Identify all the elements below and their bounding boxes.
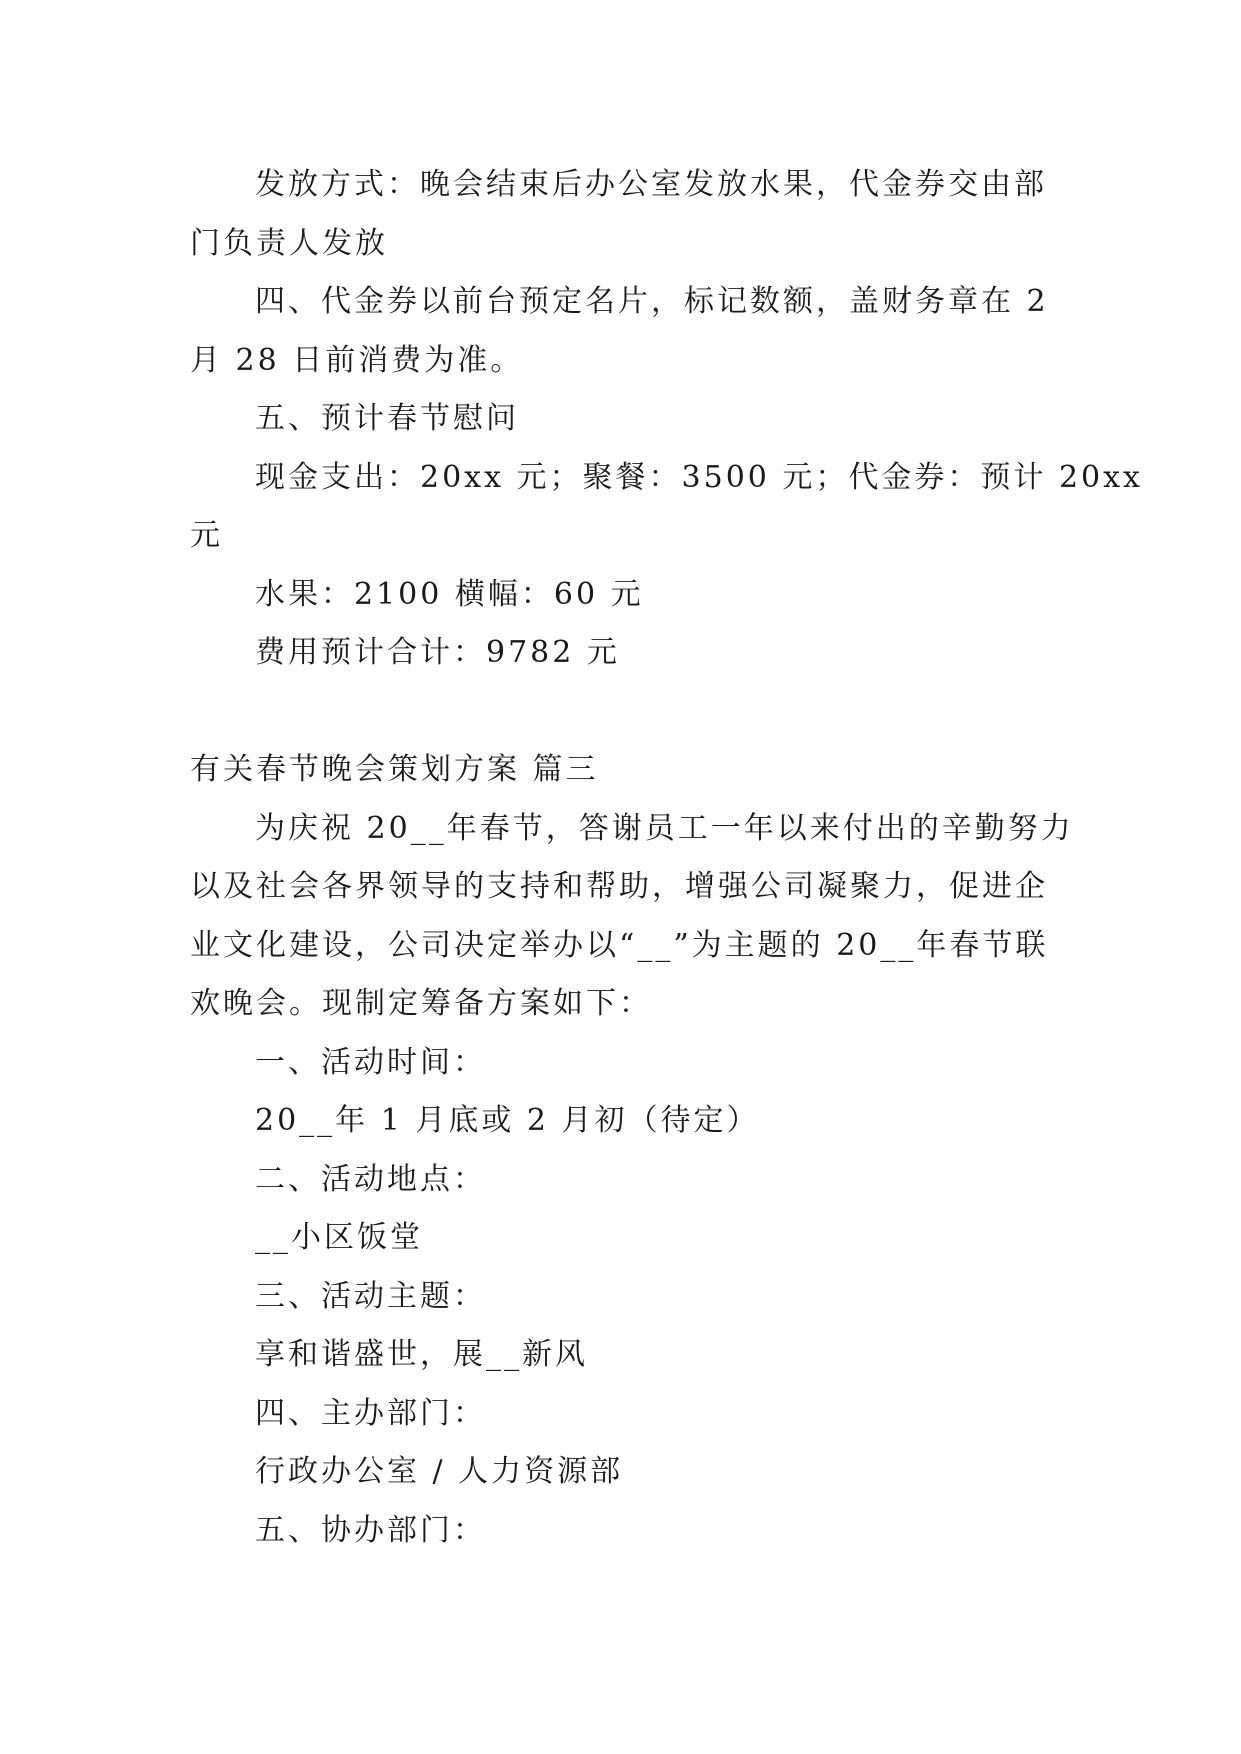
paragraph-line: 五、协办部门： [255, 1513, 486, 1548]
paragraph-line: 门负责人发放 [190, 226, 388, 261]
section-heading: 有关春节晚会策划方案 篇三 [190, 752, 599, 787]
paragraph-line: 一、活动时间： [255, 1045, 486, 1080]
paragraph-line: 四、代金券以前台预定名片，标记数额，盖财务章在 2 [255, 284, 1049, 319]
paragraph-line: 享和谐盛世，展__新风 [255, 1337, 588, 1372]
paragraph-line: 四、主办部门： [255, 1396, 486, 1431]
paragraph-line: 业文化建设，公司决定举办以“__”为主题的 20__年春节联 [190, 928, 1049, 963]
paragraph-line: 三、活动主题： [255, 1279, 486, 1314]
paragraph-line: 为庆祝 20__年春节，答谢员工一年以来付出的辛勤努力 [255, 811, 1074, 846]
paragraph-line: 欢晚会。现制定筹备方案如下： [190, 986, 652, 1021]
paragraph-line: 水果：2100 横幅：60 元 [255, 577, 644, 612]
paragraph-line: 二、活动地点： [255, 1162, 486, 1197]
paragraph-line: 现金支出：20xx 元；聚餐：3500 元；代金券：预计 20xx [255, 460, 1143, 495]
paragraph-line: 五、预计春节慰问 [255, 401, 519, 436]
paragraph-line: 行政办公室 / 人力资源部 [255, 1454, 624, 1489]
paragraph-line: 元 [190, 518, 223, 553]
paragraph-line: __小区饭堂 [255, 1220, 423, 1255]
paragraph-line: 发放方式：晚会结束后办公室发放水果，代金券交由部 [255, 167, 1047, 202]
paragraph-line: 20__年 1 月底或 2 月初（待定） [255, 1103, 760, 1138]
paragraph-line: 费用预计合计：9782 元 [255, 635, 620, 670]
paragraph-line: 以及社会各界领导的支持和帮助，增强公司凝聚力，促进企 [190, 869, 1048, 904]
paragraph-line: 月 28 日前消费为准。 [190, 343, 524, 378]
